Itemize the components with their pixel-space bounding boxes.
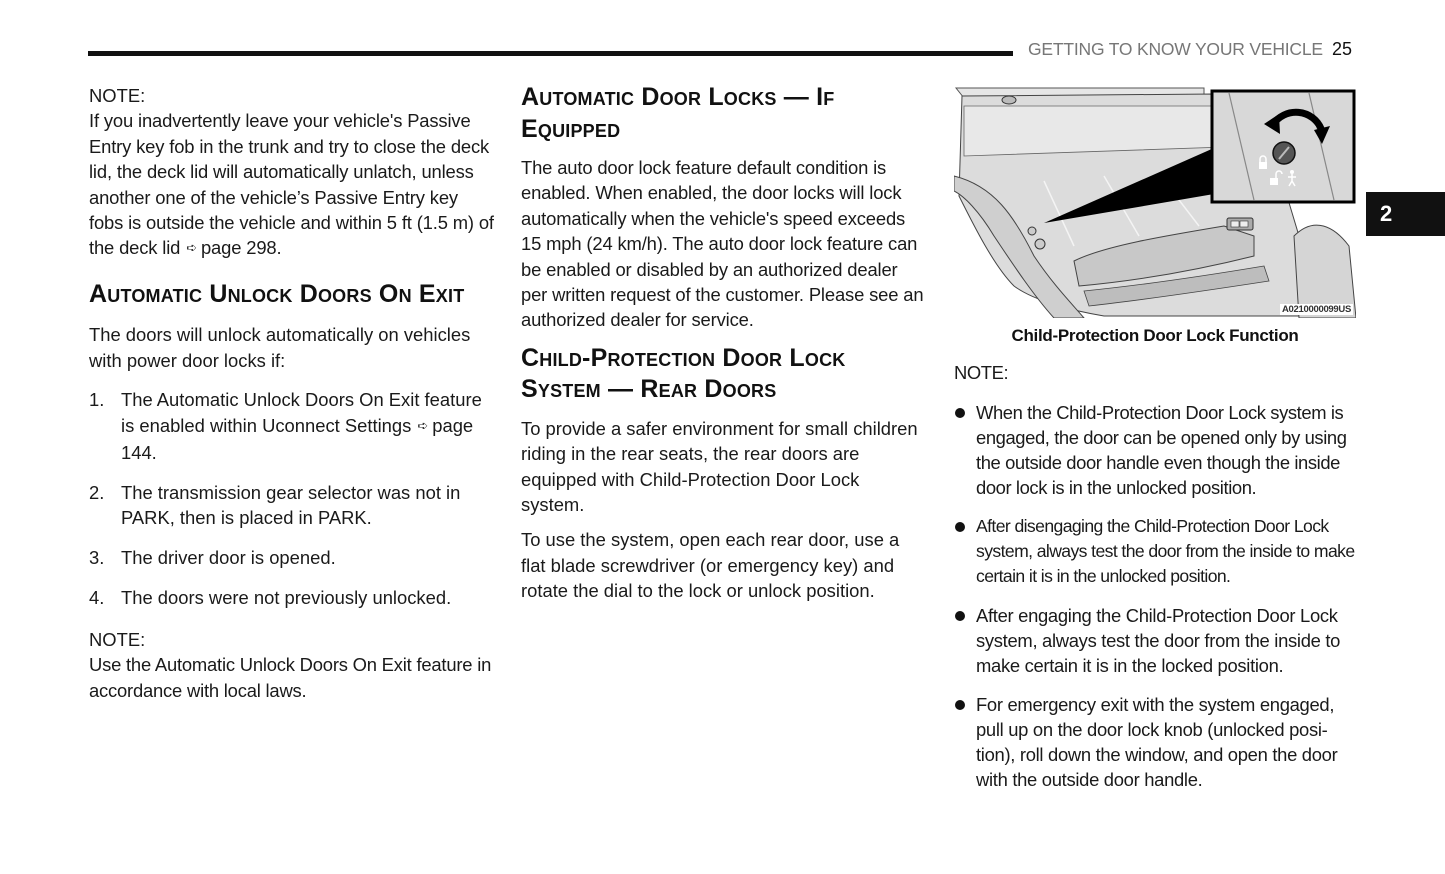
xref-arrow-icon: ➪ — [186, 240, 197, 256]
list-item: When the Child-Protection Door Lock system is engaged, the door can be opened only by using the outside door handle even though the inside door lock is in the unlocked position. — [954, 400, 1359, 500]
paragraph: To provide a safer environment for small children riding in the rear seats, the rear doors are equipped with Child-Protection Door Lock system. — [521, 417, 918, 516]
figure-caption: Child-Protection Door Lock Function — [1011, 326, 1299, 345]
list-item: 1. The Automatic Unlock Doors On Exit feature is enabled within Uconnect Settings ➪ page 144. — [89, 389, 482, 463]
section-heading: Automatic Unlock Doors On Exit — [89, 279, 465, 308]
door-lock-illustration — [954, 86, 1356, 318]
section-heading: Automatic Door Locks — If Equipped — [521, 83, 835, 143]
xref-arrow-icon: ➪ — [417, 417, 429, 433]
note-label: NOTE: — [89, 628, 146, 650]
paragraph: To use the system, open each rear door, use a flat blade screwdriver (or emergency key) and rotate the dial to the lock or unlock position. — [521, 529, 900, 602]
list-item: After engaging the Child-Protection Door Lock system, always test the door from the inside to make certain it is in the locked position. — [954, 603, 1359, 678]
section-intro: The doors will unlock automatically on vehicles with power door locks if: — [89, 324, 471, 371]
column-right — [954, 86, 1359, 806]
list-item: 4. The doors were not previously unlocked. — [89, 587, 452, 609]
note-text: Use the Automatic Unlock Doors On Exit feature in accordance with local laws. — [89, 654, 492, 701]
note-label: NOTE: — [89, 85, 146, 106]
rear-door-drawing — [954, 86, 1356, 318]
page-reference-link[interactable]: page 144. — [121, 414, 474, 463]
section-heading: Child-Protection Door Lock System — Rear Doors — [521, 343, 846, 404]
header-rule — [88, 51, 1013, 56]
page-number: 25 — [1332, 39, 1353, 59]
bullet-icon — [955, 408, 965, 418]
list-item: 2. The transmission gear selector was not in PARK, then is placed in PARK. — [89, 481, 461, 529]
note-text: If you inadvertently leave your vehicle's Passive Entry key fob in the trunk and try to close the deck lid, the deck lid will automatically unlatch, unless another one of the vehicle’s Passive Entry key fobs is outside the vehicle and within 5 ft (1.5 m) of the deck lid ➪ page 298. — [89, 110, 494, 259]
column-middle — [521, 80, 926, 604]
note-label: NOTE: — [954, 362, 1009, 383]
list-item: For emergency exit with the system engaged, pull up on the door lock knob (unlocked posi-tion), roll down the window, and open the door with the outside door handle. — [954, 692, 1359, 792]
page-reference-link[interactable]: page 298. — [200, 237, 282, 259]
figure-code: A0210000099US — [1282, 304, 1351, 315]
chapter-tab[interactable]: 2 — [1366, 192, 1445, 236]
note-bullet-list — [954, 400, 1359, 792]
column-left — [89, 80, 494, 703]
bullet-icon — [955, 611, 965, 621]
bullet-icon — [955, 700, 965, 710]
paragraph: The auto door lock feature default condition is enabled. When enabled, the door locks will lock automatically when the vehicle's speed exceeds 15 mph (24 km/h). The auto door lock feature can be enabled or disabled by an authorized dealer per written request of the customer. Please see an authorized dealer for service. — [521, 157, 924, 331]
running-head: GETTING TO KNOW YOUR VEHICLE — [1028, 39, 1323, 59]
bullet-icon — [955, 522, 965, 532]
list-item: After disengaging the Child-Protection Door Lock system, always test the door from the inside to make certain it is in the unlocked position. — [954, 514, 1359, 589]
list-item: 3. The driver door is opened. — [89, 547, 336, 569]
conditions-list — [89, 387, 494, 611]
